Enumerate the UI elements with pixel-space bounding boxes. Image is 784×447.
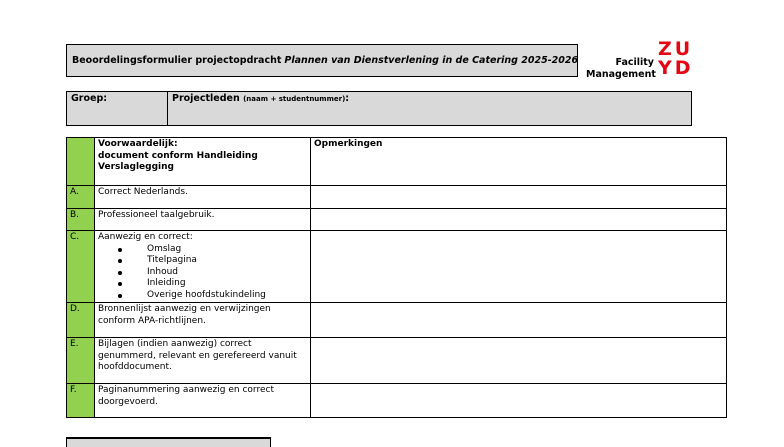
members-label: Projectleden [172, 93, 240, 104]
row-letter: C. [67, 231, 95, 303]
row-letter: B. [67, 209, 95, 231]
members-hint: (naam + studentnummer) [243, 95, 346, 103]
criterion-item-list [98, 244, 307, 302]
row-remarks-cell[interactable] [311, 338, 727, 384]
row-letter: F. [67, 384, 95, 418]
table-row [67, 303, 727, 338]
list-item: Overige hoofdstukindeling [98, 290, 307, 302]
assessment-table [66, 137, 727, 418]
table-row [67, 231, 727, 303]
members-suffix: : [345, 93, 350, 104]
table-row [67, 209, 727, 231]
table-header-row [67, 138, 727, 186]
row-remarks-cell[interactable] [311, 303, 727, 338]
row-criterion-text: Aanwezig en correct: [98, 232, 193, 242]
header-criteria-line-2: document conform Handleiding Verslaglegging [98, 150, 258, 172]
zuyd-logo [658, 38, 694, 79]
logo-line-2: Management [586, 69, 656, 80]
next-section-box [66, 437, 271, 447]
row-remarks-cell[interactable] [311, 384, 727, 418]
logo-mark-line-1: ZU [658, 38, 694, 60]
logo-mark-line-2: YD [658, 57, 694, 79]
form-title [66, 44, 578, 77]
list-item: Inhoud [98, 267, 307, 279]
list-item: Titelpagina [98, 255, 307, 267]
list-item: Inleiding [98, 278, 307, 290]
title-plain: Beoordelingsformulier projectopdracht [72, 55, 282, 66]
row-criterion: Bronnenlijst aanwezig en verwijzingen conform APA-richtlijnen. [95, 303, 311, 338]
row-letter: E. [67, 338, 95, 384]
logo-text [586, 57, 654, 81]
row-criterion: Bijlagen (indien aanwezig) correct genummerd, relevant en gerefereerd vanuit hoofddocument. [95, 338, 311, 384]
row-remarks-cell[interactable] [311, 186, 727, 209]
table-row [67, 338, 727, 384]
logo-line-1: Facility [615, 57, 654, 68]
table-row [67, 384, 727, 418]
header-criteria-cell [95, 138, 311, 186]
row-letter: A. [67, 186, 95, 209]
group-info-box [66, 91, 692, 126]
row-letter: D. [67, 303, 95, 338]
members-field[interactable] [168, 92, 691, 125]
header-accent-cell [67, 138, 95, 186]
row-criterion: Paginanummering aanwezig en correct doorgevoerd. [95, 384, 311, 418]
table-row [67, 186, 727, 209]
list-item: Omslag [98, 244, 307, 256]
group-field[interactable] [67, 92, 168, 125]
row-remarks-cell[interactable] [311, 231, 727, 303]
row-criterion [95, 231, 311, 303]
row-criterion: Correct Nederlands. [95, 186, 311, 209]
row-criterion: Professioneel taalgebruik. [95, 209, 311, 231]
header-criteria-line-1: Voorwaardelijk: [98, 139, 178, 149]
row-remarks-cell[interactable] [311, 209, 727, 231]
group-label: Groep: [71, 93, 108, 104]
title-italic: Plannen van Dienstverlening in de Catering 2025-2026 [284, 55, 579, 66]
header-remarks-cell: Opmerkingen [311, 138, 727, 186]
